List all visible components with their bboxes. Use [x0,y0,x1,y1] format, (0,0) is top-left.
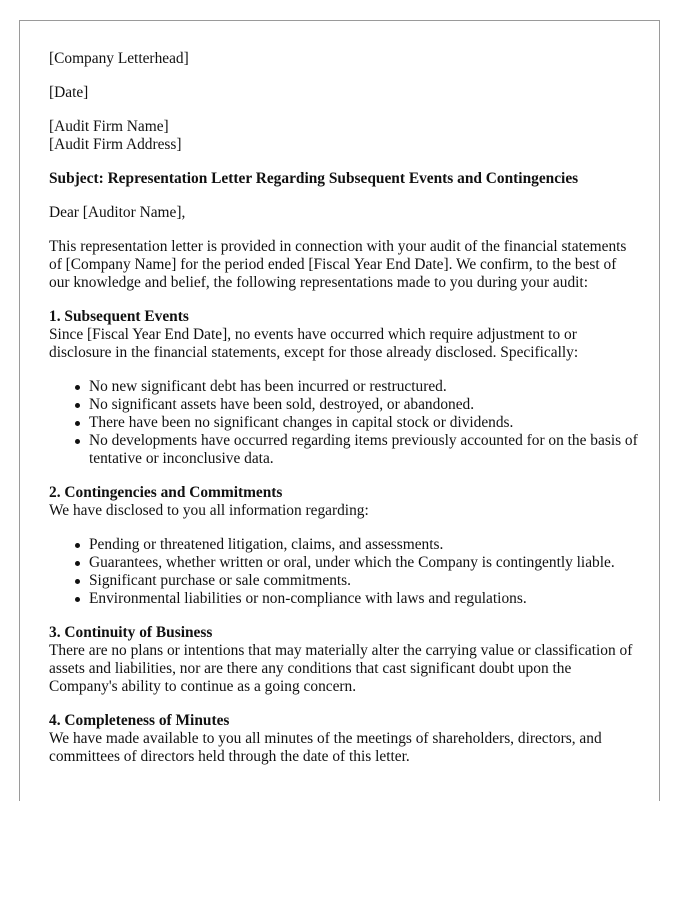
section-text: We have made available to you all minutes of the meetings of shareholders, directors, and committees of directors held through the date of this letter. [49,730,602,765]
list-item: No new significant debt has been incurred or restructured. [89,378,639,396]
intro-paragraph: This representation letter is provided in connection with your audit of the financial statements of [Company Name] for the period ended [Fiscal Year End Date]. We confirm, to the best of our knowledge and belief, the following representations made to you during your audit: [49,238,627,291]
section-minutes [49,712,639,766]
section-heading: 2. Contingencies and Commitments [49,484,283,501]
list-item: Significant purchase or sale commitments. [89,572,639,590]
list-item: Environmental liabilities or non-compliance with laws and regulations. [89,590,639,608]
letter-content [49,50,639,766]
section-heading: 4. Completeness of Minutes [49,712,230,729]
section-continuity [49,624,639,696]
letter-date: [Date] [49,84,89,101]
list-item: Pending or threatened litigation, claims, and assessments. [89,536,639,554]
company-letterhead: [Company Letterhead] [49,50,189,67]
list-item: There have been no significant changes in capital stock or dividends. [89,414,639,432]
section-contingencies [49,484,639,608]
bullet-list [49,536,639,608]
section-heading: 3. Continuity of Business [49,624,213,641]
list-item: Guarantees, whether written or oral, under which the Company is contingently liable. [89,554,639,572]
section-text: There are no plans or intentions that may materially alter the carrying value or classification of assets and liabilities, nor are there any conditions that cast significant doubt upon the Company's ability to continue as a going concern. [49,642,633,695]
audit-firm-name: [Audit Firm Name] [49,118,169,135]
list-item: No significant assets have been sold, destroyed, or abandoned. [89,396,639,414]
salutation: Dear [Auditor Name], [49,204,186,221]
section-heading: 1. Subsequent Events [49,308,189,325]
bullet-list [49,378,639,468]
section-text: Since [Fiscal Year End Date], no events have occurred which require adjustment to or disclosure in the financial statements, except for those already disclosed. Specifically: [49,326,579,361]
section-subsequent-events [49,308,639,468]
letter-subject: Subject: Representation Letter Regarding Subsequent Events and Contingencies [49,170,579,187]
letter-page [19,20,660,801]
audit-firm-address: [Audit Firm Address] [49,136,182,153]
section-text: We have disclosed to you all information regarding: [49,502,369,519]
list-item: No developments have occurred regarding items previously accounted for on the basis of tentative or inconclusive data. [89,432,638,467]
